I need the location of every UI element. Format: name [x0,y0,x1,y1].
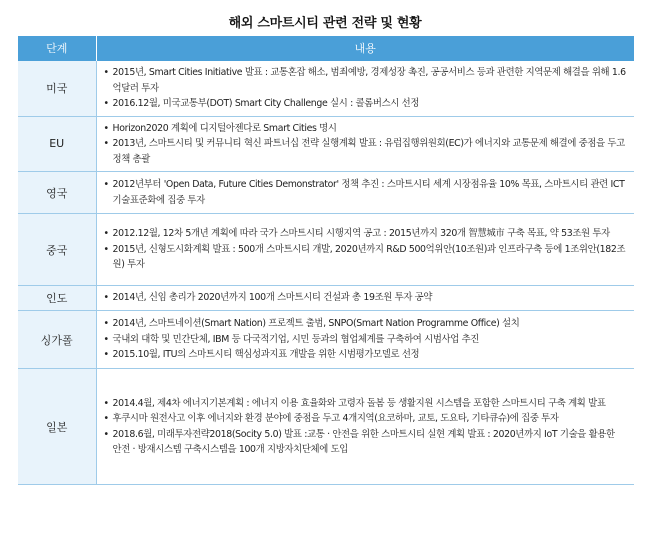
list-item: • 2015년, 신형도시화계획 발표 : 500개 스마트시티 개발, 2020년까지 R&D 500억위안(10조원)과 인프라구축 등에 1조위안(182조원) 투자 [103,242,627,273]
content-cell [96,116,634,172]
table-row-eu [18,116,634,172]
table-row-china [18,214,634,286]
country-cell: EU [18,116,96,172]
list-item: • 2015년, Smart Cities Initiative 발표 : 교통혼잡 해소, 범죄예방, 경제성장 촉진, 공공서비스 등과 관련한 지역문제 해결을 위해 1.6억달러 투자 [103,65,627,96]
country-cell: 중국 [18,214,96,286]
item-list [103,65,627,112]
content-cell [96,61,634,117]
smart-city-strategy-table [18,36,634,485]
table-row-uk [18,172,634,214]
list-item: • 2015.10월, ITU의 스마트시티 핵심성과지표 개발을 위한 시범평가모델로 선정 [103,347,627,363]
list-item: • 2014년, 신임 총리가 2020년까지 100개 스마트시티 건설과 총 19조원 투자 공약 [103,290,627,306]
list-item: • 2012년부터 'Open Data, Future Cities Demonstrator' 정책 추진 : 스마트시티 세계 시장점유율 10% 목표, 스마트시티 관련 ICT 기술표준화에 집중 투자 [103,177,627,208]
table-row-usa [18,61,634,117]
country-cell: 영국 [18,172,96,214]
country-cell: 인도 [18,286,96,311]
country-cell: 싱가폴 [18,311,96,369]
country-cell: 미국 [18,61,96,117]
country-cell: 일본 [18,369,96,485]
list-item: • 국내외 대학 및 민간단체, IBM 등 다국적기업, 시민 등과의 협업체계를 구축하여 시범사업 추진 [103,332,627,348]
content-cell [96,311,634,369]
list-item: • 2012.12월, 12차 5개년 계획에 따라 국가 스마트시티 시행지역 공고 : 2015년까지 320개 智慧城市 구축 목표, 약 53조원 투자 [103,226,627,242]
list-item: • 2014년, 스마트네이션(Smart Nation) 프로젝트 출범, SNPO(Smart Nation Programme Office) 설치 [103,316,627,332]
content-cell [96,286,634,311]
document-title: 해외 스마트시티 관련 전략 및 현황 [228,16,422,31]
list-item: • 2018.6월, 미래투자전략2018(Socity 5.0) 발표 :교통 · 안전을 위한 스마트시티 실현 계획 발표 : 2020년까지 IoT 기술을 활용한 안전 · 방재시스템 구축시스템을 100개 지방자치단체에 도입 [103,427,627,458]
item-list [103,121,627,168]
list-item: • 2016.12월, 미국교통부(DOT) Smart City Challenge 실시 : 콜롬버스시 선정 [103,96,627,112]
item-list [103,396,627,458]
content-cell [96,369,634,485]
content-cell [96,172,634,214]
item-list [103,316,627,363]
item-list [103,177,627,208]
list-item: • 후쿠시마 원전사고 이후 에너지와 환경 분야에 중점을 두고 4개지역(요코하마, 교토, 도요타, 기타큐슈)에 집중 투자 [103,411,627,427]
column-header-stage: 단계 [18,36,96,61]
list-item: • 2013년, 스마트시티 및 커뮤니티 혁신 파트너십 전략 실행계획 발표 : 유럽집행위원회(EC)가 에너지와 교통문제 해결에 중점을 두고 정책 총괄 [103,136,627,167]
column-header-content: 내용 [96,36,634,61]
list-item: • 2014.4월, 제4차 에너지기본계획 : 에너지 이용 효율화와 고령자 돌봄 등 생활지원 시스템을 포함한 스마트시티 구축 계획 발표 [103,396,627,412]
table-row-japan [18,369,634,485]
list-item: • Horizon2020 계획에 디지털아젠다로 Smart Cities 명시 [103,121,627,137]
table-row-india [18,286,634,311]
item-list [103,290,627,306]
table-row-singapore [18,311,634,369]
table-header-row [18,36,634,61]
item-list [103,226,627,273]
content-cell [96,214,634,286]
